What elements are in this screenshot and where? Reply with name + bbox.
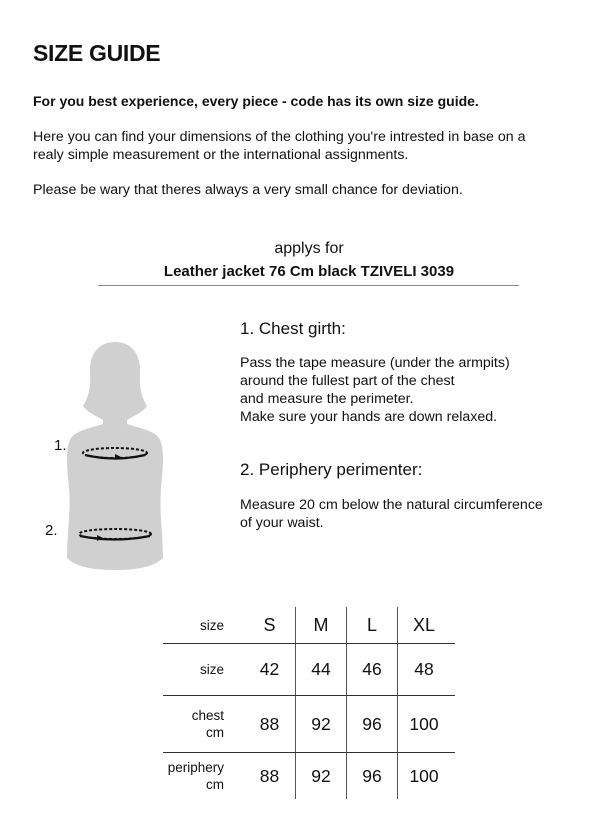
row-label-unit: cm: [206, 777, 224, 792]
chest-girth-instructions: [240, 354, 580, 426]
chest-line-4: Make sure your hands are down relaxed.: [240, 409, 498, 425]
intro-bold-text: For you best experience, every piece - code has its own size guide.: [33, 93, 479, 109]
chest-line-2: around the fullest part of the chest: [240, 373, 455, 389]
table-cell: 42: [259, 659, 280, 679]
table-cell: 92: [311, 765, 331, 786]
table-row-label: [163, 696, 224, 752]
periphery-line-2: of your waist.: [240, 515, 324, 531]
applies-label: applys for: [274, 240, 344, 257]
table-row-label: [163, 644, 224, 695]
table-header-size: L: [366, 614, 377, 635]
row-label-text: periphery: [167, 760, 224, 775]
table-cell: 88: [259, 765, 280, 786]
table-header-size: S: [263, 614, 276, 635]
table-cell: 88: [259, 713, 280, 734]
page-title: SIZE GUIDE: [33, 40, 161, 66]
periphery-line-1: Measure 20 cm below the natural circumference: [240, 497, 543, 513]
table-cell: 100: [409, 765, 439, 786]
chest-line-1: Pass the tape measure (under the armpits): [240, 355, 510, 371]
body-silhouette-icon: [45, 338, 185, 578]
table-cell: 100: [409, 713, 439, 734]
periphery-perimeter-heading: 2. Periphery perimenter:: [240, 460, 423, 479]
size-table: [163, 607, 455, 799]
table-cell: 46: [362, 659, 382, 679]
table-cell: 92: [311, 713, 331, 734]
row-label-text: chest: [191, 708, 224, 723]
table-header-size: XL: [412, 614, 436, 635]
table-cell: 96: [362, 713, 382, 734]
intro-paragraph: [33, 128, 573, 164]
table-cell: 96: [362, 765, 382, 786]
periphery-perimeter-instructions: [240, 496, 580, 532]
intro-line-2: realy simple measurement or the international assignments.: [33, 147, 409, 163]
table-header-size: M: [313, 614, 329, 635]
product-divider: [98, 285, 519, 286]
intro-line-1: Here you can find your dimensions of the clothing you're intrested in base on a: [33, 129, 526, 145]
table-header-label: size: [199, 617, 224, 633]
row-label-text: size: [199, 662, 224, 677]
chest-girth-heading: 1. Chest girth:: [240, 319, 346, 338]
table-row-label: [163, 753, 224, 799]
table-cell: 44: [311, 659, 331, 679]
table-cell: 48: [414, 659, 434, 679]
row-label-unit: cm: [206, 725, 224, 740]
chest-marker-label: 1.: [54, 437, 67, 454]
product-name: Leather jacket 76 Cm black TZIVELI 3039: [163, 263, 455, 280]
periphery-marker-label: 2.: [45, 522, 58, 539]
measurement-figure: [45, 338, 185, 583]
deviation-note: Please be wary that theres always a very small chance for deviation.: [33, 182, 463, 198]
chest-line-3: and measure the perimeter.: [240, 391, 414, 407]
